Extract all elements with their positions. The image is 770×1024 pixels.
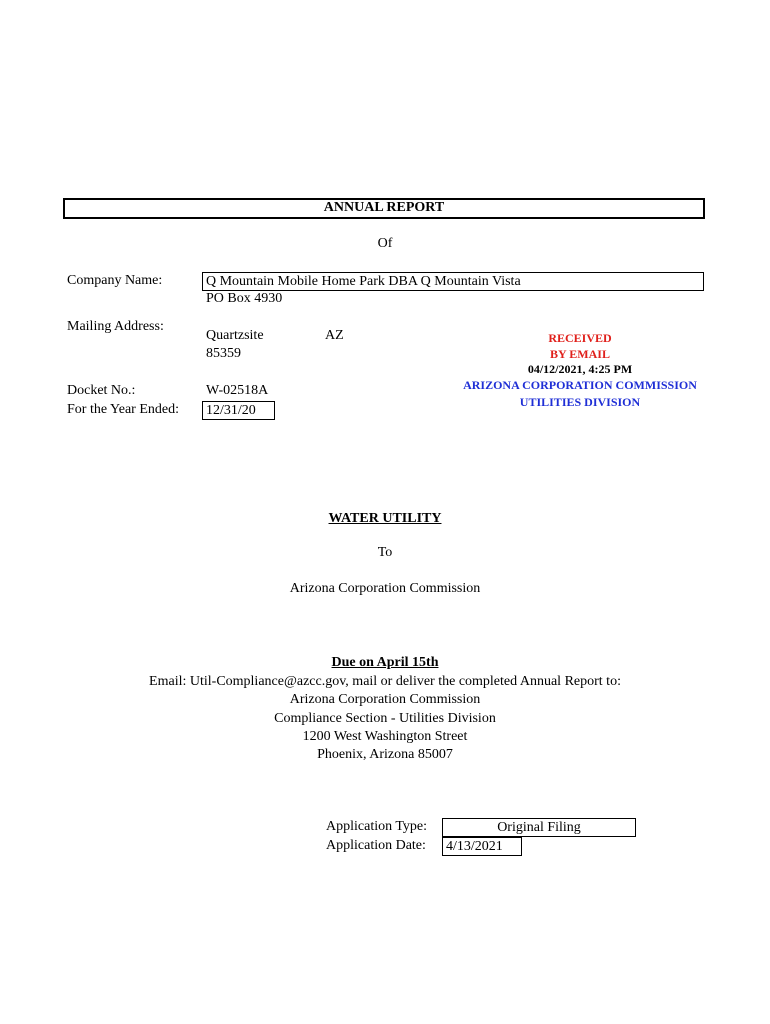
year-ended-label: For the Year Ended:: [67, 402, 179, 417]
docket-label: Docket No.:: [67, 383, 136, 398]
due-line-2: Arizona Corporation Commission: [289, 692, 481, 707]
company-name-field: Q Mountain Mobile Home Park DBA Q Mountain Vista: [202, 272, 704, 291]
recipient: Arizona Corporation Commission: [289, 581, 481, 596]
due-line-5: Phoenix, Arizona 85007: [317, 747, 453, 762]
due-line-4: 1200 West Washington Street: [302, 729, 468, 744]
stamp-by-email: BY EMAIL: [550, 347, 610, 361]
report-title: ANNUAL REPORT: [63, 198, 705, 219]
utility-type: WATER UTILITY: [328, 511, 442, 526]
stamp-commission: ARIZONA CORPORATION COMMISSION: [463, 378, 697, 392]
company-name-label: Company Name:: [67, 273, 163, 288]
stamp-division: UTILITIES DIVISION: [519, 395, 641, 409]
mailing-address-label: Mailing Address:: [67, 319, 164, 334]
address-line1: PO Box 4930: [206, 291, 283, 306]
year-ended-field: 12/31/20: [202, 401, 275, 420]
stamp-received: RECEIVED: [548, 331, 612, 345]
application-date-field: 4/13/2021: [442, 837, 522, 856]
stamp-datetime: 04/12/2021, 4:25 PM: [527, 362, 633, 376]
of-text: Of: [377, 236, 393, 251]
docket-number: W-02518A: [206, 383, 269, 398]
application-type-label: Application Type:: [326, 819, 428, 834]
city: Quartzsite: [206, 328, 264, 343]
due-heading: Due on April 15th: [331, 655, 439, 670]
application-date-label: Application Date:: [326, 838, 426, 853]
to-text: To: [377, 545, 393, 560]
application-type-field: Original Filing: [442, 818, 636, 837]
state: AZ: [325, 328, 344, 343]
due-line-3: Compliance Section - Utilities Division: [274, 711, 496, 726]
zip: 85359: [206, 346, 241, 361]
due-line-1: Email: Util-Compliance@azcc.gov, mail or deliver the completed Annual Report to:: [149, 674, 621, 689]
